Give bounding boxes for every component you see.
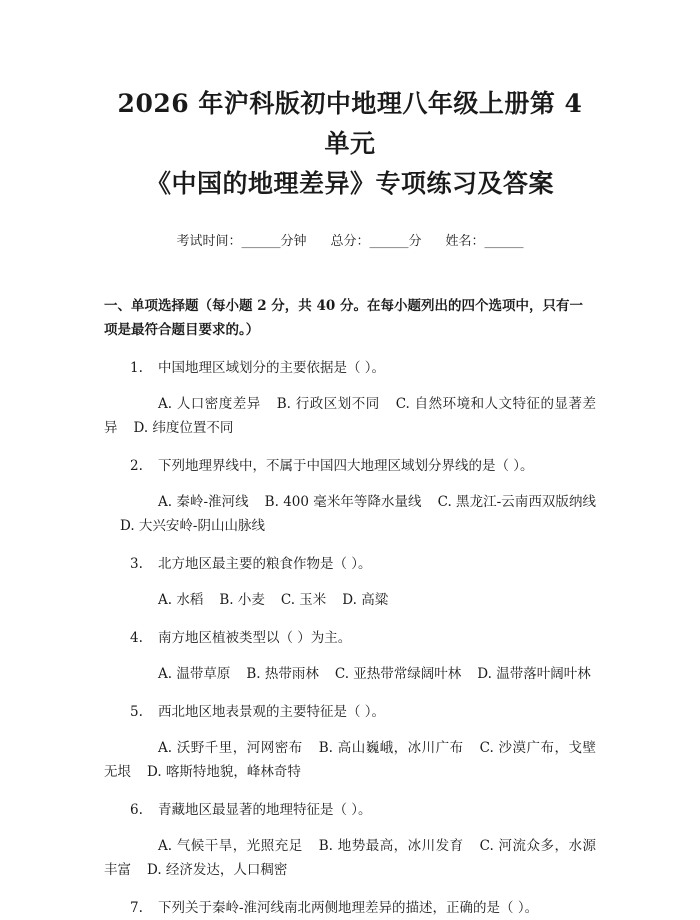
question-text: 下列关于秦岭-淮河线南北两侧地理差异的描述，正确的是（ ）。 <box>158 900 539 916</box>
question-item <box>104 552 596 612</box>
question-stem <box>104 626 596 650</box>
question-text: 中国地理区域划分的主要依据是（ ）。 <box>158 360 386 376</box>
option-item: D. 高粱 <box>342 592 389 608</box>
question-number: 3. <box>130 556 143 572</box>
question-stem <box>104 552 596 576</box>
question-options <box>104 490 596 538</box>
option-item: A. 沃野千里，河网密布 <box>158 740 303 756</box>
option-item: A. 人口密度差异 <box>158 396 261 412</box>
question-options <box>104 588 596 612</box>
question-options <box>104 392 596 440</box>
question-item <box>104 798 596 882</box>
question-number: 5. <box>130 704 143 720</box>
question-number: 6. <box>130 802 143 818</box>
question-options <box>104 662 596 686</box>
document-title <box>104 0 596 204</box>
question-stem <box>104 700 596 724</box>
question-stem <box>104 798 596 822</box>
option-item: B. 行政区划不同 <box>276 396 380 412</box>
question-item <box>104 700 596 784</box>
question-number: 4. <box>130 630 143 646</box>
option-item: A. 水稻 <box>158 592 204 608</box>
option-item: A. 气候干旱，光照充足 <box>158 838 303 854</box>
question-stem <box>104 356 596 380</box>
option-item: D. 经济发达，人口稠密 <box>147 862 288 878</box>
title-line-2: 《中国的地理差异》专项练习及答案 <box>145 169 554 198</box>
option-item: C. 河流众多，水源丰富 <box>104 838 596 878</box>
question-number: 7. <box>130 900 143 916</box>
option-item: B. 小麦 <box>219 592 265 608</box>
option-item: C. 玉米 <box>280 592 327 608</box>
option-item: C. 自然环境和人文特征的显著差异 <box>104 396 596 436</box>
option-item: C. 亚热带常绿阔叶林 <box>334 666 462 682</box>
option-item: C. 沙漠广布，戈壁无垠 <box>104 740 596 780</box>
question-stem <box>104 896 596 920</box>
question-text: 青藏地区最显著的地理特征是（ ）。 <box>158 802 372 818</box>
total-score: 总分：______分 <box>330 234 422 249</box>
option-item: B. 400 毫米年等降水量线 <box>264 494 422 510</box>
question-options <box>104 834 596 882</box>
option-item: D. 温带落叶阔叶林 <box>477 666 591 682</box>
option-item: A. 温带草原 <box>158 666 231 682</box>
question-item <box>104 356 596 440</box>
question-stem <box>104 454 596 478</box>
question-item <box>104 626 596 686</box>
student-name: 姓名：______ <box>445 234 524 249</box>
option-item: B. 地势最高，冰川发育 <box>318 838 464 854</box>
option-item: D. 纬度位置不同 <box>133 420 234 436</box>
exam-time: 考试时间：______分钟 <box>176 234 307 249</box>
question-number: 1. <box>130 360 143 376</box>
section-heading: 一、单项选择题（每小题 2 分，共 40 分。在每小题列出的四个选项中，只有一项是最符合题目要求的。） <box>104 298 583 338</box>
question-item <box>104 454 596 538</box>
question-text: 西北地区地表景观的主要特征是（ ）。 <box>158 704 386 720</box>
option-item: D. 喀斯特地貌，峰林奇特 <box>147 764 301 780</box>
option-item: B. 热带雨林 <box>246 666 319 682</box>
question-text: 北方地区最主要的粮食作物是（ ）。 <box>158 556 372 572</box>
question-item <box>104 896 596 920</box>
option-item: D. 大兴安岭-阴山山脉线 <box>120 518 265 534</box>
option-item: A. 秦岭-淮河线 <box>158 494 249 510</box>
title-line-1: 2026 年沪科版初中地理八年级上册第 4 单元 <box>117 89 583 158</box>
question-number: 2. <box>130 458 143 474</box>
question-list <box>104 356 596 920</box>
question-text: 南方地区植被类型以（ ）为主。 <box>158 630 352 646</box>
question-options <box>104 736 596 784</box>
option-item: C. 黑龙江-云南西双版纳线 <box>437 494 596 510</box>
question-text: 下列地理界线中，不属于中国四大地理区域划分界线的是（ ）。 <box>158 458 534 474</box>
option-item: B. 高山巍峨，冰川广布 <box>318 740 464 756</box>
exam-info <box>104 232 596 252</box>
